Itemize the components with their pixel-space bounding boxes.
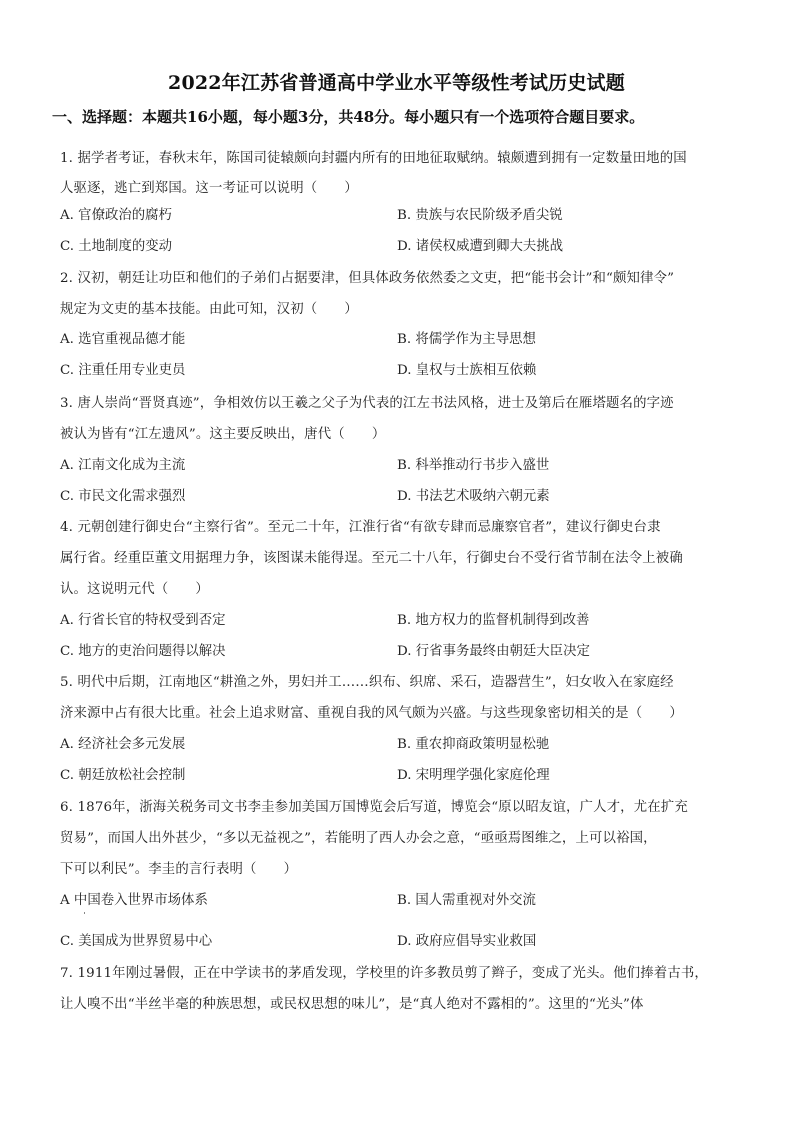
question-text-line: 1. 据学者考证，春秋末年，陈国司徒辕颇向封疆内所有的田地征取赋纳。辕颇遭到拥有一定数量田地的国 — [60, 151, 687, 166]
option-b: B. 将儒学作为主导思想 — [397, 332, 536, 347]
option-a: A. 行省长官的特权受到否定 — [60, 613, 226, 628]
option-d: D. 政府应倡导实业救国 — [397, 934, 537, 949]
option-c: C. 美国成为世界贸易中心 — [60, 934, 213, 949]
option-a: A 中国卷入世界市场体系 — [60, 893, 208, 908]
question-text-line: 6. 1876年，浙海关税务司文书李圭参加美国万国博览会后写道，博览会“原以昭友谊，广人才，尤在扩充 — [60, 800, 688, 815]
section-heading: 一、选择题：本题共16小题，每小题3分，共48分。每小题只有一个选项符合题目要求。 — [52, 108, 645, 126]
option-d: D. 诸侯权威遭到卿大夫挑战 — [397, 239, 564, 254]
question-text-line: 5. 明代中后期，江南地区“耕渔之外，男妇并工……织布、织席、采石，造器营生”，妇女收入在家庭经 — [60, 675, 674, 690]
option-c: C. 土地制度的变动 — [60, 239, 173, 254]
option-a: A. 官僚政治的腐朽 — [60, 208, 172, 223]
question-text-line: 4. 元朝创建行御史台“主察行省”。至元二十年，江淮行省“有欲专肆而忌廉察官者”，建议行御史台隶 — [60, 520, 661, 535]
option-b: B. 国人需重视对外交流 — [397, 893, 536, 908]
option-d: D. 宋明理学强化家庭伦理 — [397, 768, 550, 783]
question-text-line: 让人嗅不出“半丝半毫的种族思想，或民权思想的味儿”，是“真人绝对不露相的”。这里的“光头”体 — [60, 997, 644, 1012]
page-title: 2022年江苏省普通高中学业水平等级性考试历史试题 — [168, 72, 625, 94]
option-a: A. 经济社会多元发展 — [60, 737, 186, 752]
option-b: B. 科举推动行书步入盛世 — [397, 458, 550, 473]
question-text-line: 被认为皆有“江左遗风”。这主要反映出，唐代（ ） — [60, 427, 386, 442]
scan-artifact — [84, 912, 85, 914]
option-b: B. 重农抑商政策明显松驰 — [397, 737, 550, 752]
option-a: A. 江南文化成为主流 — [60, 458, 186, 473]
question-text-line: 属行省。经重臣董文用据理力争，该图谋未能得逞。至元二十八年，行御史台不受行省节制在法令上被确 — [60, 551, 683, 566]
option-b: B. 贵族与农民阶级矛盾尖锐 — [397, 208, 563, 223]
option-c: C. 地方的吏治问题得以解决 — [60, 644, 226, 659]
question-text-line: 贸易”，而国人出外甚少，“多以无益视之”，若能明了西人办会之意，“亟亟焉图维之，上可以裕国， — [60, 831, 657, 846]
question-text-line: 规定为文吏的基本技能。由此可知，汉初（ ） — [60, 302, 358, 317]
question-text-line: 济来源中占有很大比重。社会上追求财富、重视自我的风气颇为兴盛。与这些现象密切相关的是（ ） — [60, 706, 683, 721]
question-text-line: 7. 1911年刚过暑假，正在中学读书的茅盾发现，学校里的许多教员剪了辫子，变成了光头。他们捧着古书， — [60, 966, 708, 981]
question-text-line: 2. 汉初，朝廷让功臣和他们的子弟们占据要津，但具体政务依然委之文吏，把“能书会计”和“颇知律令” — [60, 271, 675, 286]
question-text-line: 3. 唐人崇尚“晋贤真迹”，争相效仿以王羲之父子为代表的江左书法风格，进士及第后在雁塔题名的字迹 — [60, 396, 674, 411]
question-text-line: 认。这说明元代（ ） — [60, 582, 209, 597]
option-d: D. 行省事务最终由朝廷大臣决定 — [397, 644, 590, 659]
option-c: C. 朝廷放松社会控制 — [60, 768, 186, 783]
option-a: A. 选官重视品德才能 — [60, 332, 186, 347]
question-text-line: 下可以利民”。李圭的言行表明（ ） — [60, 862, 298, 877]
option-d: D. 书法艺术吸纳六朝元素 — [397, 489, 550, 504]
option-b: B. 地方权力的监督机制得到改善 — [397, 613, 590, 628]
question-text-line: 人驱逐，逃亡到郑国。这一考证可以说明（ ） — [60, 181, 358, 196]
option-c: C. 注重任用专业吏员 — [60, 363, 186, 378]
option-c: C. 市民文化需求强烈 — [60, 489, 186, 504]
option-d: D. 皇权与士族相互依赖 — [397, 363, 537, 378]
